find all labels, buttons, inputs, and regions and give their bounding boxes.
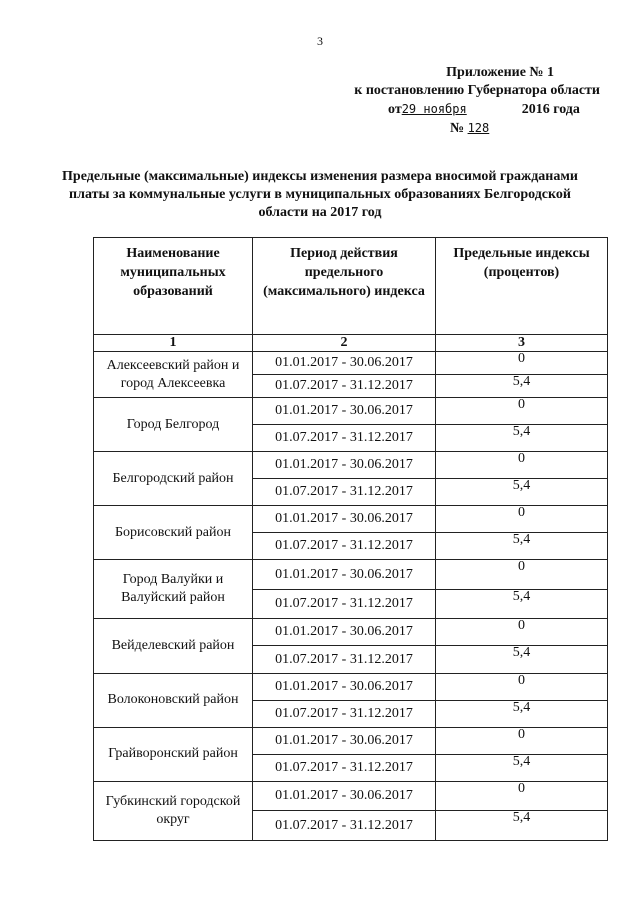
- municipality-name: Грайворонский район: [94, 727, 253, 781]
- index-value-cell: 5,4: [436, 646, 608, 673]
- column-number: 1: [94, 335, 253, 352]
- index-value-cell: 5,4: [436, 589, 608, 618]
- appendix-number-line: [300, 119, 600, 138]
- table-row: [94, 506, 608, 533]
- handwritten-number: 128: [467, 121, 490, 135]
- index-value-cell: 5,4: [436, 754, 608, 781]
- table-row: [94, 619, 608, 646]
- municipality-name: Борисовский район: [94, 506, 253, 560]
- number-prefix: №: [450, 121, 465, 136]
- period-cell: 01.01.2017 - 30.06.2017: [253, 673, 436, 700]
- header-municipality: Наименование муниципальных образований: [94, 238, 253, 335]
- period-cell: 01.01.2017 - 30.06.2017: [253, 398, 436, 425]
- period-cell: 01.07.2017 - 31.12.2017: [253, 375, 436, 398]
- appendix-date-line: [300, 100, 600, 119]
- handwritten-date: 29 ноября: [401, 102, 467, 116]
- municipality-name: Алексеевский район и город Алексеевка: [94, 352, 253, 398]
- appendix-title: Приложение № 1: [446, 65, 554, 80]
- column-number: 3: [436, 335, 608, 352]
- table-row: [94, 452, 608, 479]
- page-number: 3: [317, 34, 323, 48]
- period-cell: 01.07.2017 - 31.12.2017: [253, 425, 436, 452]
- municipality-name: Город Валуйки и Валуйский район: [94, 560, 253, 619]
- period-cell: 01.01.2017 - 30.06.2017: [253, 352, 436, 375]
- table-header-row: [94, 238, 608, 335]
- period-cell: 01.01.2017 - 30.06.2017: [253, 452, 436, 479]
- municipality-name: Белгородский район: [94, 452, 253, 506]
- municipality-name: Волоконовский район: [94, 673, 253, 727]
- period-cell: 01.07.2017 - 31.12.2017: [253, 589, 436, 618]
- index-value-cell: 5,4: [436, 700, 608, 727]
- period-cell: 01.07.2017 - 31.12.2017: [253, 700, 436, 727]
- period-cell: 01.01.2017 - 30.06.2017: [253, 781, 436, 810]
- period-cell: 01.07.2017 - 31.12.2017: [253, 479, 436, 506]
- period-cell: 01.07.2017 - 31.12.2017: [253, 811, 436, 841]
- index-value-cell: 0: [436, 560, 608, 589]
- period-cell: 01.07.2017 - 31.12.2017: [253, 646, 436, 673]
- document-title: Предельные (максимальные) индексы изменения размера вносимой гражданами платы за коммунальные услуги в муниципальных образованиях Белгородской области на 2017 год: [62, 169, 578, 220]
- index-value-cell: 5,4: [436, 811, 608, 841]
- index-value-cell: 0: [436, 352, 608, 375]
- index-value-cell: 0: [436, 506, 608, 533]
- period-cell: 01.07.2017 - 31.12.2017: [253, 533, 436, 560]
- period-cell: 01.01.2017 - 30.06.2017: [253, 506, 436, 533]
- period-cell: 01.01.2017 - 30.06.2017: [253, 619, 436, 646]
- index-value-cell: 0: [436, 727, 608, 754]
- table-body: [94, 352, 608, 841]
- table-row: [94, 352, 608, 375]
- date-prefix: от: [388, 102, 402, 117]
- municipality-name: Город Белгород: [94, 398, 253, 452]
- index-value-cell: 5,4: [436, 533, 608, 560]
- municipality-name: Губкинский городской округ: [94, 781, 253, 840]
- column-number-row: [94, 335, 608, 352]
- period-cell: 01.01.2017 - 30.06.2017: [253, 727, 436, 754]
- date-suffix: 2016 года: [521, 102, 580, 117]
- table-row: [94, 398, 608, 425]
- index-value-cell: 0: [436, 781, 608, 810]
- indices-table: [93, 237, 608, 841]
- index-value-cell: 0: [436, 452, 608, 479]
- index-value-cell: 5,4: [436, 479, 608, 506]
- appendix-block: [300, 64, 600, 138]
- table-row: [94, 727, 608, 754]
- table-row: [94, 781, 608, 810]
- index-value-cell: 5,4: [436, 425, 608, 452]
- appendix-decree-line: к постановлению Губернатора области: [354, 83, 600, 98]
- header-index: Предельные индексы (процентов): [436, 238, 608, 335]
- period-cell: 01.01.2017 - 30.06.2017: [253, 560, 436, 589]
- index-value-cell: 0: [436, 619, 608, 646]
- header-period: Период действия предельного (максимального) индекса: [253, 238, 436, 335]
- column-number: 2: [253, 335, 436, 352]
- table-row: [94, 560, 608, 589]
- index-value-cell: 0: [436, 673, 608, 700]
- index-value-cell: 0: [436, 398, 608, 425]
- municipality-name: Вейделевский район: [94, 619, 253, 673]
- period-cell: 01.07.2017 - 31.12.2017: [253, 754, 436, 781]
- table-row: [94, 673, 608, 700]
- index-value-cell: 5,4: [436, 375, 608, 398]
